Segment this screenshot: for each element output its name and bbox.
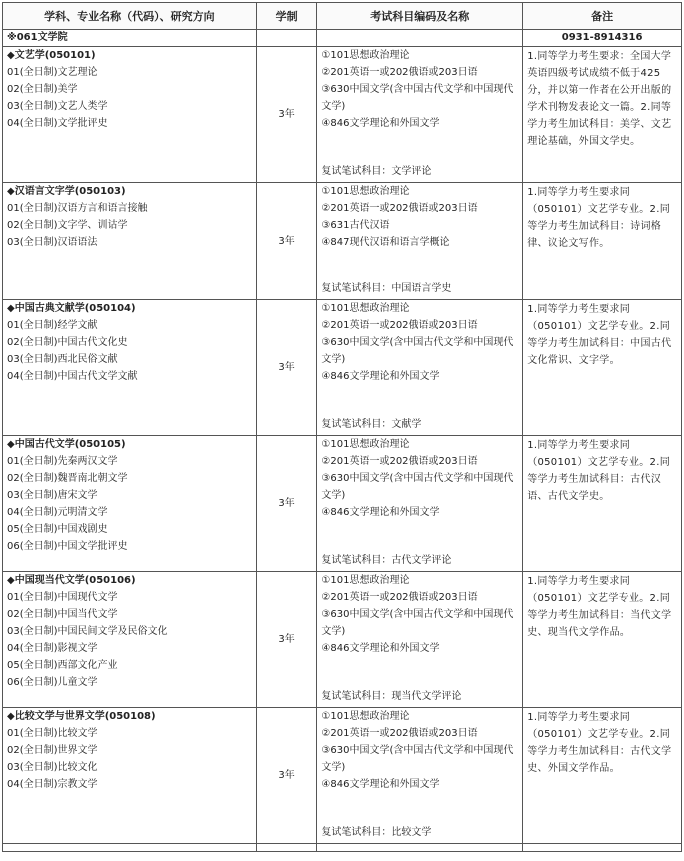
major-row-chinese-linguistics	[3, 183, 682, 300]
major-title: ◆中国现当代文学(050106)	[7, 575, 136, 586]
major-row-comparative-literature	[3, 708, 682, 844]
exam-item: ①101思想政治理论	[321, 575, 410, 586]
direction-item: 02(全日制)中国当代文学	[7, 609, 118, 620]
major-duration: 3年	[256, 572, 317, 708]
major-title: ◆中国古典文献学(050104)	[7, 303, 136, 314]
major-title: ◆文艺学(050101)	[7, 50, 96, 61]
exam-item: ④847现代汉语和语言学概论	[321, 237, 450, 248]
direction-item: 03(全日制)比较文化	[7, 762, 98, 773]
exam-item: ④846文学理论和外国文学	[321, 371, 440, 382]
major-exam-cell	[317, 183, 523, 300]
major-subject-cell	[3, 47, 257, 183]
department-empty-2	[317, 30, 523, 47]
major-exam-cell	[317, 436, 523, 572]
exam-item: ①101思想政治理论	[321, 186, 410, 197]
major-duration: 3年	[256, 300, 317, 436]
major-duration: 3年	[256, 436, 317, 572]
admissions-table	[2, 2, 682, 852]
direction-item: 02(全日制)世界文学	[7, 745, 98, 756]
cut-off-cell	[256, 844, 317, 852]
major-note: 1.同等学力考生要求：全国大学英语四级考试成绩不低于425分，并以第一作者在公开出版的学术刊物发表论文一篇。2.同等学力考生加试科目：美学、文艺理论基础，外国文学史。	[523, 47, 682, 183]
direction-item: 03(全日制)唐宋文学	[7, 490, 98, 501]
direction-item: 03(全日制)文艺人类学	[7, 101, 108, 112]
retest-subject: 复试笔试科目：中国语言学史	[321, 283, 452, 294]
major-duration: 3年	[256, 47, 317, 183]
retest-subject: 复试笔试科目：比较文学	[321, 827, 432, 838]
direction-item: 04(全日制)文学批评史	[7, 118, 108, 129]
exam-item: ①101思想政治理论	[321, 439, 410, 450]
exam-item: ①101思想政治理论	[321, 711, 410, 722]
major-subject-cell	[3, 708, 257, 844]
exam-item: ③630中国文学(含中国古代文学和中国现代文学)	[321, 84, 514, 112]
header-note: 备注	[523, 3, 682, 30]
direction-item: 01(全日制)经学文献	[7, 320, 98, 331]
direction-item: 01(全日制)文艺理论	[7, 67, 98, 78]
header-duration: 学制	[256, 3, 317, 30]
major-subject-cell	[3, 436, 257, 572]
exam-item: ④846文学理论和外国文学	[321, 779, 440, 790]
direction-item: 02(全日制)魏晋南北朝文学	[7, 473, 128, 484]
header-row	[3, 3, 682, 30]
major-note: 1.同等学力考生要求同（050101）文艺学专业。2.同等学力考生加试科目：中国古代文化常识、文字学。	[523, 300, 682, 436]
cut-off-cell	[523, 844, 682, 852]
direction-item: 05(全日制)中国戏剧史	[7, 524, 108, 535]
cut-off-cell	[317, 844, 523, 852]
exam-item: ②201英语一或202俄语或203日语	[321, 320, 478, 331]
direction-item: 04(全日制)宗教文学	[7, 779, 98, 790]
major-note: 1.同等学力考生要求同（050101）文艺学专业。2.同等学力考生加试科目：古代文学史、外国文学作品。	[523, 708, 682, 844]
direction-item: 03(全日制)中国民间文学及民俗文化	[7, 626, 168, 637]
major-subject-cell	[3, 572, 257, 708]
cut-off-cell	[3, 844, 257, 852]
exam-item: ④846文学理论和外国文学	[321, 507, 440, 518]
direction-item: 06(全日制)儿童文学	[7, 677, 98, 688]
exam-item: ③630中国文学(含中国古代文学和中国现代文学)	[321, 745, 514, 773]
major-subject-cell	[3, 183, 257, 300]
major-exam-cell	[317, 300, 523, 436]
major-row-ancient-literature	[3, 436, 682, 572]
department-name: ※061文学院	[3, 30, 257, 47]
direction-item: 02(全日制)中国古代文化史	[7, 337, 128, 348]
exam-item: ④846文学理论和外国文学	[321, 118, 440, 129]
direction-item: 02(全日制)美学	[7, 84, 78, 95]
exam-item: ②201英语一或202俄语或203日语	[321, 728, 478, 739]
direction-item: 04(全日制)影视文学	[7, 643, 98, 654]
major-row-modern-literature	[3, 572, 682, 708]
retest-subject: 复试笔试科目：文学评论	[321, 166, 432, 177]
major-exam-cell	[317, 572, 523, 708]
exam-item: ②201英语一或202俄语或203日语	[321, 67, 478, 78]
major-title: ◆汉语言文字学(050103)	[7, 186, 126, 197]
major-note: 1.同等学力考生要求同（050101）文艺学专业。2.同等学力考生加试科目：古代汉语、古代文学史。	[523, 436, 682, 572]
major-exam-cell	[317, 708, 523, 844]
major-row-classical-philology	[3, 300, 682, 436]
exam-item: ③630中国文学(含中国古代文学和中国现代文学)	[321, 473, 514, 501]
department-empty-1	[256, 30, 317, 47]
exam-item: ④846文学理论和外国文学	[321, 643, 440, 654]
major-note: 1.同等学力考生要求同（050101）文艺学专业。2.同等学力考生加试科目：诗词格律、议论文写作。	[523, 183, 682, 300]
exam-item: ③630中国文学(含中国古代文学和中国现代文学)	[321, 609, 514, 637]
header-subject: 学科、专业名称（代码）、研究方向	[3, 3, 257, 30]
major-duration: 3年	[256, 708, 317, 844]
major-exam-cell	[317, 47, 523, 183]
department-phone: 0931-8914316	[523, 30, 682, 47]
exam-item: ①101思想政治理论	[321, 303, 410, 314]
exam-item: ②201英语一或202俄语或203日语	[321, 203, 478, 214]
header-exam: 考试科目编码及名称	[317, 3, 523, 30]
major-note: 1.同等学力考生要求同（050101）文艺学专业。2.同等学力考生加试科目：当代文学史、现当代文学作品。	[523, 572, 682, 708]
major-duration: 3年	[256, 183, 317, 300]
direction-item: 01(全日制)先秦两汉文学	[7, 456, 118, 467]
direction-item: 02(全日制)文字学、训诂学	[7, 220, 128, 231]
direction-item: 01(全日制)比较文学	[7, 728, 98, 739]
exam-item: ③631古代汉语	[321, 220, 390, 231]
exam-item: ②201英语一或202俄语或203日语	[321, 592, 478, 603]
direction-item: 04(全日制)元明清文学	[7, 507, 108, 518]
direction-item: 01(全日制)中国现代文学	[7, 592, 118, 603]
retest-subject: 复试笔试科目：文献学	[321, 419, 422, 430]
direction-item: 03(全日制)汉语语法	[7, 237, 98, 248]
exam-item: ①101思想政治理论	[321, 50, 410, 61]
major-subject-cell	[3, 300, 257, 436]
direction-item: 03(全日制)西北民俗文献	[7, 354, 118, 365]
exam-item: ③630中国文学(含中国古代文学和中国现代文学)	[321, 337, 514, 365]
direction-item: 04(全日制)中国古代文学文献	[7, 371, 138, 382]
retest-subject: 复试笔试科目：现当代文学评论	[321, 691, 462, 702]
major-title: ◆中国古代文学(050105)	[7, 439, 126, 450]
major-title: ◆比较文学与世界文学(050108)	[7, 711, 156, 722]
exam-item: ②201英语一或202俄语或203日语	[321, 456, 478, 467]
department-row	[3, 30, 682, 47]
direction-item: 05(全日制)西部文化产业	[7, 660, 118, 671]
direction-item: 01(全日制)汉语方言和语言接触	[7, 203, 148, 214]
retest-subject: 复试笔试科目：古代文学评论	[321, 555, 452, 566]
major-row-literary-theory	[3, 47, 682, 183]
direction-item: 06(全日制)中国文学批评史	[7, 541, 128, 552]
truncated-next-row	[3, 844, 682, 852]
